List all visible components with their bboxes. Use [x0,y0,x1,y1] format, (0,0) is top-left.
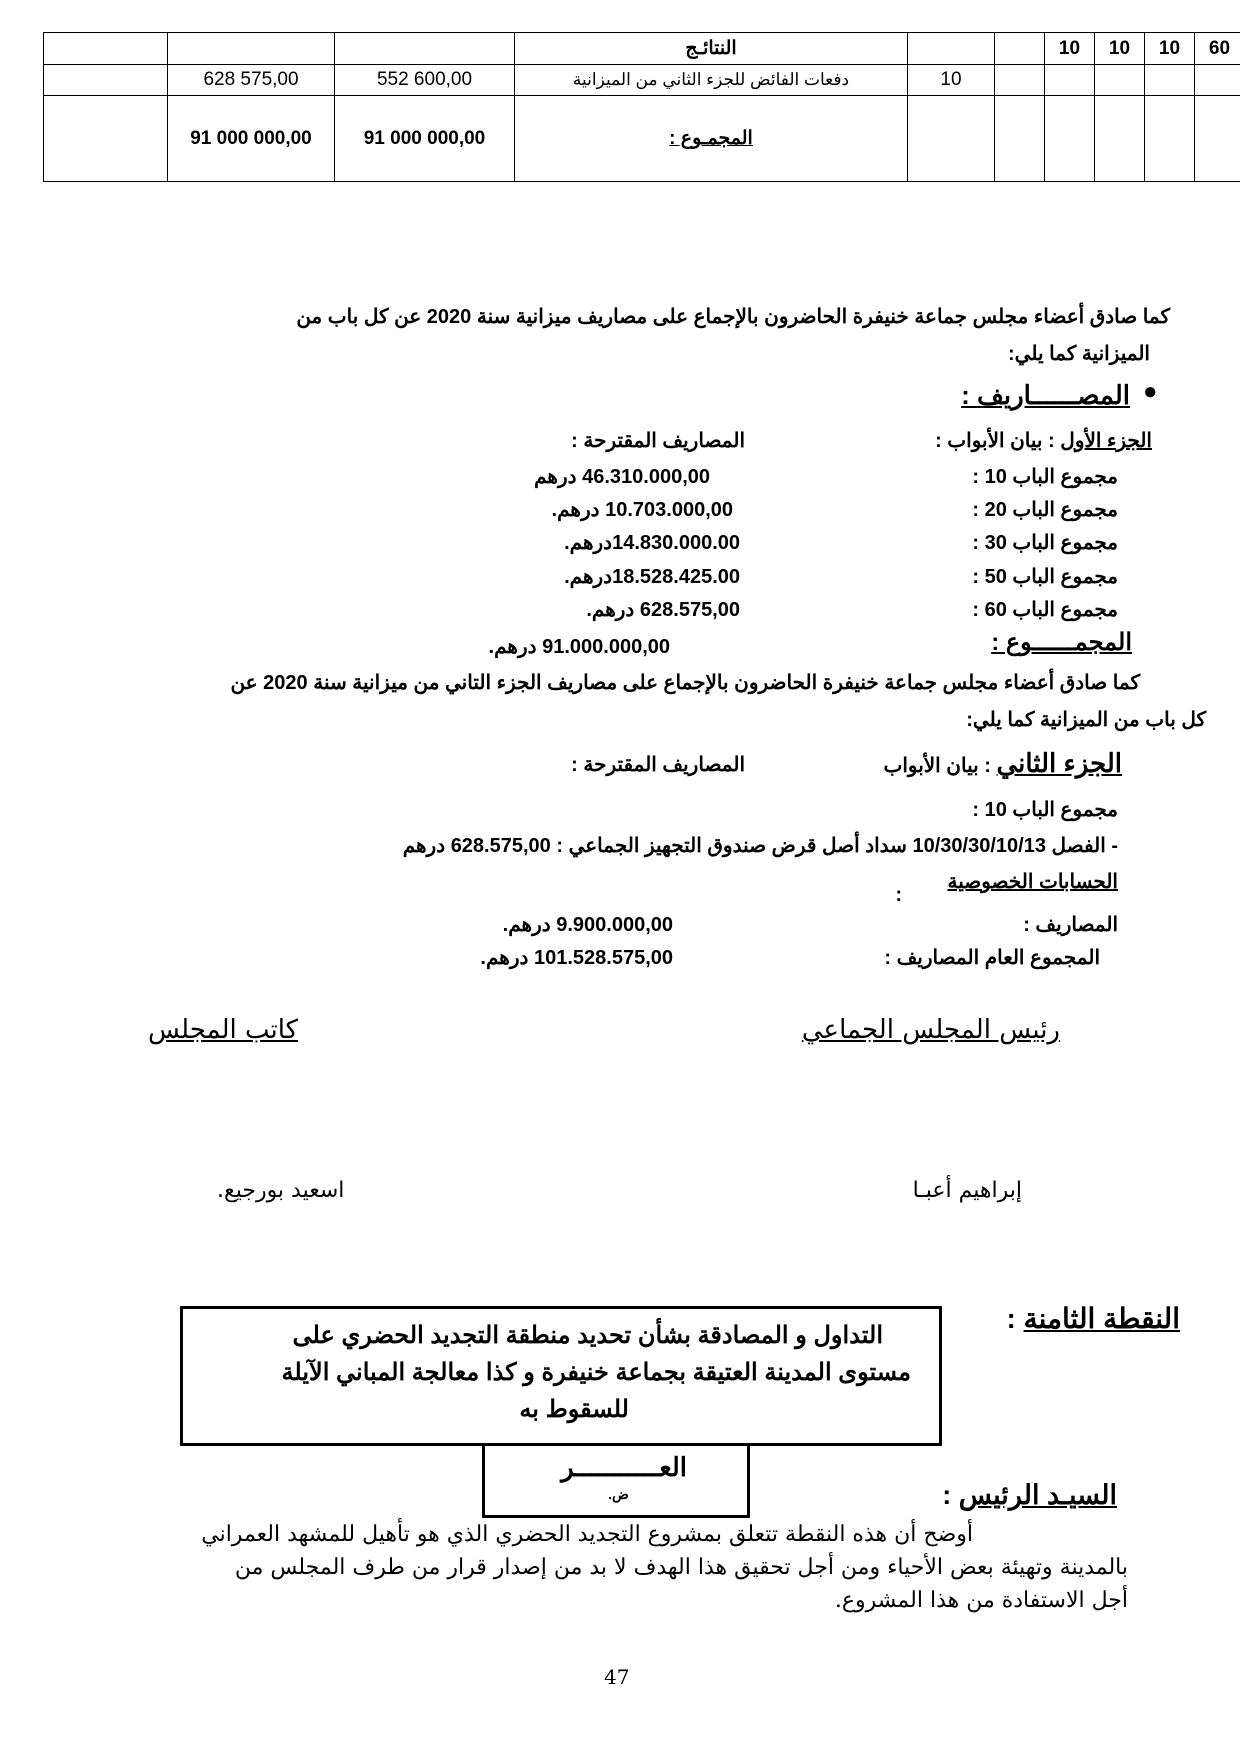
table-cell [1145,96,1195,182]
table-cell [44,65,168,96]
part1-proposed-label: المصاريف المقترحة : [571,430,745,452]
budget-table [43,32,1240,182]
table-cell [995,65,1045,96]
part1-total-value: 91.000.000,00 درهم. [488,636,670,658]
special-accounts-wrap [947,869,1118,894]
paragraph-line: أوضح أن هذه النقطة تتعلق بمشروع التجديد الحضري الذي هو تأهيل للمشهد العمراني [201,1522,973,1547]
president-label-suffix: : [942,1480,959,1510]
secretary-name: اسعيد بورجيع. [217,1178,345,1203]
result-value: 60 [1195,33,1240,65]
part1-row-value: 14.830.000.00درهم. [564,532,740,554]
table-cell [1195,65,1240,96]
table-cell [1145,65,1195,96]
special-accounts: الحسابات الخصوصية [947,871,1118,893]
surplus-value-b: 628 575,00 [168,65,335,96]
result-value: 10 [1095,33,1145,65]
point8-heading-wrap [1006,1302,1180,1335]
part2-chapter-label: مجموع الباب 10 : [972,799,1118,821]
part1-row-label: مجموع الباب 10 : [972,466,1118,488]
part1-row-label: مجموع الباب 20 : [972,499,1118,521]
presentation-label: العـــــــــــر [561,1452,687,1482]
page-number: 47 [604,1665,630,1689]
table-cell [335,33,515,65]
presentation-label-end: ض. [608,1486,629,1502]
president-title: رئيس المجلس الجماعي [801,1015,1060,1045]
table-cell [168,33,335,65]
president-label: السيـد الرئيس [958,1480,1117,1510]
expenses-heading: المصــــــاريف : [961,380,1130,410]
point8-title-box [180,1306,942,1446]
part2-expenses-value: 9.900.000,00 درهم. [502,914,673,936]
special-accounts-colon: : [895,884,902,906]
point8-title-line: مستوى المدينة العتيقة بجماعة خنيفرة و كذا معالجة المباني الآيلة [281,1359,911,1386]
total-value-a: 91 000 000,00 [335,96,515,182]
part1-row-value: 46.310.000,00 درهم [534,466,710,488]
result-value: 10 [1145,33,1195,65]
part2-expenses-label: المصاريف : [1023,914,1118,936]
table-row [44,96,1240,182]
bullet-icon: ● [1143,378,1158,405]
part2-heading: الجزء الثاني [996,748,1122,778]
part2-proposed-label: المصاريف المقترحة : [571,754,745,776]
part1-heading-wrap [935,428,1152,453]
results-label: النتائـج [515,33,908,65]
paragraph-line: أجل الاستفادة من هذا المشروع. [834,1588,1128,1613]
part1-row-label: مجموع الباب 50 : [972,566,1118,588]
table-cell [995,96,1045,182]
grand-total-label: المجموع العام المصاريف : [884,947,1100,969]
point8-title-line: للسقوط به [519,1396,629,1423]
surplus-label: دفعات الفائض للجزء الثاني من الميزانية [515,65,908,96]
part2-heading-wrap [883,748,1122,779]
intro1-line1: كما صادق أعضاء مجلس جماعة خنيفرة الحاضرون بالإجماع على مصاريف ميزانية سنة 2020 عن كل باب من [296,306,1170,328]
presentation-box [482,1446,750,1518]
total-label: المجمـوع : [515,96,908,182]
grand-total-value: 101.528.575,00 درهم. [480,947,673,969]
table-cell [1045,96,1095,182]
part1-row-value: 18.528.425.00درهم. [564,566,740,588]
table-row [44,33,1240,65]
table-cell [44,96,168,182]
intro1-line2: الميزانية كما يلي: [1008,343,1150,365]
secretary-title: كاتب المجلس [148,1015,299,1045]
part1-row-label: مجموع الباب 30 : [972,532,1118,554]
table-cell [995,33,1045,65]
part1-heading: الجزء الأول [1060,430,1152,452]
part1-row-value: 628.575,00 درهم. [586,599,740,621]
result-value: 10 [1045,33,1095,65]
intro2-line2: كل باب من الميزانية كما يلي: [966,709,1206,731]
president-label-wrap [942,1480,1117,1511]
surplus-code: 10 [908,65,995,96]
total-value-b: 91 000 000,00 [168,96,335,182]
table-cell [908,96,995,182]
point8-heading-suffix: : [1006,1303,1024,1334]
table-cell [1095,96,1145,182]
table-cell [908,33,995,65]
president-paragraph [48,1518,1128,1617]
point8-heading: النقطة الثامنة [1023,1303,1180,1334]
part1-row-label: مجموع الباب 60 : [972,599,1118,621]
part1-total-label: المجمــــــوع : [991,629,1132,656]
table-cell [1095,65,1145,96]
table-cell [1045,65,1095,96]
paragraph-line: بالمدينة وتهيئة بعض الأحياء ومن أجل تحقيق هذا الهدف لا بد من إصدار قرار من طرف المجلس من [234,1555,1128,1580]
part1-row-value: 10.703.000,00 درهم. [551,499,733,521]
part2-heading-suffix: : بيان الأبواب [883,755,991,777]
table-cell [1195,96,1240,182]
point8-title-line: التداول و المصادقة بشأن تحديد منطقة التجديد الحضري على [292,1322,883,1349]
part2-chapter-line: - الفصل 10/30/30/10/13 سداد أصل قرض صندوق التجهيز الجماعي : 628.575,00 درهم [402,835,1118,857]
part1-heading-suffix: : بيان الأبواب : [935,430,1055,452]
intro2-line1: كما صادق أعضاء مجلس جماعة خنيفرة الحاضرون بالإجماع على مصاريف الجزء التاني من ميزانية سنة 2020 عن [230,672,1140,694]
president-name: إبراهيم أعبـا [912,1178,1022,1203]
surplus-value-a: 552 600,00 [335,65,515,96]
table-row [44,65,1240,96]
table-cell [44,33,168,65]
